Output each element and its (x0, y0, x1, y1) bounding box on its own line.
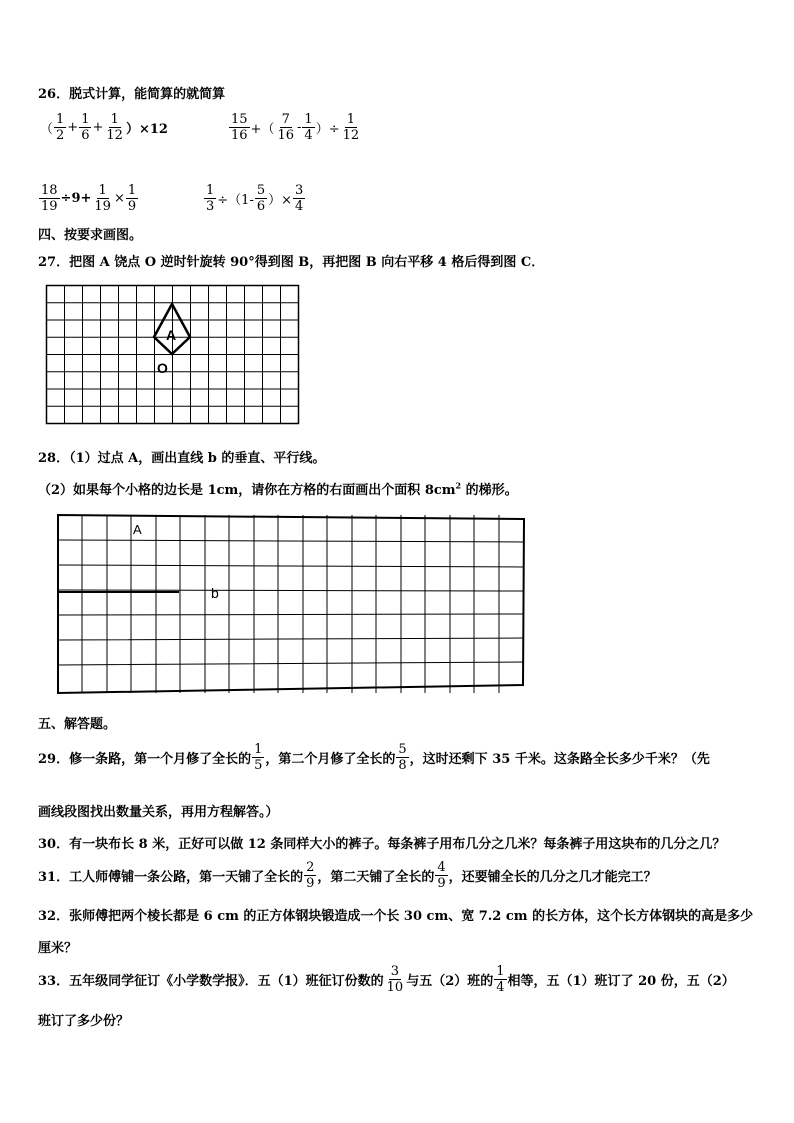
fraction: $\frac{5}{6}$ (256, 183, 266, 214)
q26-expression-1: （ $\frac{1}{2}$ + $\frac{1}{6}$ + $\frac{1}{12}$ ）×12 (40, 112, 168, 143)
q27-grid-figure (45, 284, 301, 426)
q31-line: 31．工人师傅铺一条公路，第一天铺了全长的 $\frac{2}{9}$ ，第二天铺了全长的 $\frac{4}{9}$ ，还要铺全长的几分之几才能完工？ (38, 860, 657, 891)
label-a: A (133, 522, 142, 537)
fraction: $\frac{4}{9}$ (437, 860, 446, 891)
q26-expression-2: $\frac{15}{16}$ +（ $\frac{7}{16}$ - $\frac{1}{4}$ ）÷ $\frac{1}{12}$ (231, 112, 360, 143)
fraction: $\frac{1}{3}$ (206, 183, 215, 214)
fraction: $\frac{1}{4}$ (304, 112, 313, 143)
q26-expression-3: $\frac{18}{19}$ ÷9+ $\frac{1}{19}$ × $\frac{1}{9}$ (41, 183, 137, 214)
fraction: $\frac{1}{6}$ (81, 112, 90, 143)
q29-line-1: 29．修一条路，第一个月修了全长的 $\frac{1}{5}$ ，第二个月修了全长的 $\frac{5}{8}$ ，这时还剩下 35 千米。这条路全长多少千米？（先 (38, 742, 710, 773)
fraction: $\frac{1}{2}$ (56, 112, 65, 143)
q28-grid-figure (56, 513, 528, 697)
q32-line-1: 32．张师傅把两个棱长都是 6 cm 的正方体钢块锻造成一个长 30 cm、宽 7.2 cm 的长方体，这个长方体钢块的高是多少 (38, 909, 754, 924)
q33-line-1: 33．五年级同学征订《小学数学报》．五（1）班征订份数的 $\frac{3}{10}$ 与五（2）班的 $\frac{1}{4}$ 相等，五（1）班订了 20 份，五（2） (38, 964, 735, 995)
fraction: $\frac{1}{4}$ (496, 964, 505, 995)
section-5-heading: 五、解答题。 (38, 717, 117, 732)
q32-line-2: 厘米？ (38, 941, 78, 956)
fraction: $\frac{5}{8}$ (398, 742, 407, 773)
fraction: $\frac{1}{12}$ (106, 112, 123, 143)
fraction: $\frac{7}{16}$ (277, 112, 294, 143)
q33-line-2: 班订了多少份？ (38, 1014, 130, 1029)
q28-text-1: 28．（1）过点 A，画出直线 b 的垂直、平行线。 (38, 451, 326, 466)
label-o: O (157, 360, 168, 376)
q28-grid (58, 515, 524, 693)
fraction: $\frac{3}{4}$ (295, 183, 304, 214)
fraction: $\frac{1}{9}$ (127, 183, 137, 214)
q29-line-2: 画线段图找出数量关系，再用方程解答。） (38, 805, 279, 820)
fraction: $\frac{1}{19}$ (94, 183, 111, 214)
q30-text: 30．有一块布长 8 米，正好可以做 12 条同样大小的裤子。每条裤子用布几分之几米？每条裤子用这块布的几分之几？ (38, 837, 726, 852)
q26-title: 26．脱式计算，能简算的就简算 (38, 87, 226, 102)
fraction: $\frac{3}{10}$ (386, 964, 404, 995)
fraction: $\frac{15}{16}$ (231, 112, 248, 143)
fraction: $\frac{1}{5}$ (254, 742, 263, 773)
q27-text: 27．把图 A 饶点 O 逆时针旋转 90°得到图 B，再把图 B 向右平移 4 格后得到图 C． (38, 255, 545, 270)
q28-text-2: （2）如果每个小格的边长是 1cm，请你在方格的右面画出个面积 $8cm^2$ 的梯形。 (38, 480, 518, 498)
fraction: $\frac{2}{9}$ (306, 860, 315, 891)
label-a: A (166, 327, 177, 343)
fraction: $\frac{18}{19}$ (41, 183, 58, 214)
q26-expression-4: $\frac{1}{3}$ ÷（1- $\frac{5}{6}$ ）× $\frac{3}{4}$ (206, 183, 304, 214)
section-4-heading: 四、按要求画图。 (38, 228, 143, 243)
label-b: b (211, 585, 219, 601)
fraction: $\frac{1}{12}$ (342, 112, 360, 143)
